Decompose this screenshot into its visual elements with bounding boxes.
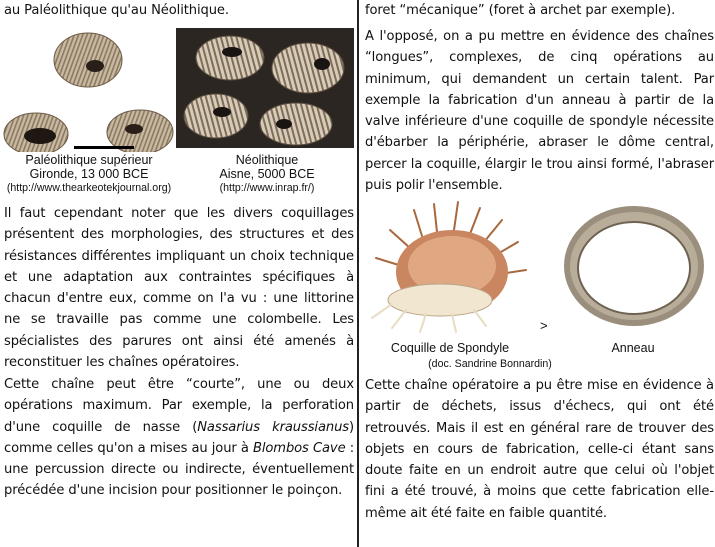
left-paragraph-1: Il faut cependant noter que les divers coquillages présentent des morphologies, des structures et des résistances différentes impliquant un choix technique et une adaptation aux contraintes spécifiques à chacun d'entre eux, comme on l'a vu : une littorine ne se travaille pas comme une colombelle. Les spécialistes des parures ont ainsi été amenés à reconstituer les chaînes opératoires. (4, 206, 354, 371)
neolithic-caption-place: Aisne, 5000 BCE (219, 167, 315, 181)
paleolithic-shells-photo (0, 26, 176, 152)
species-name: Nassarius kraussianus (197, 419, 349, 435)
right-top-line: foret “mécanique” (foret à archet par exemple). (365, 3, 676, 18)
right-paragraph-2: Cette chaîne opératoire a pu être mise en évidence à partir de déchets, issus d'échecs, qui ont été retrouvés. Mais il est en général rare de trouver des objets en cours de fabrication, celle-ci étant sans doute faite en un endroit autre que celui où l'objet fini a été trouvé, à moins que cette fabrication elle-même ait été faite en faible quantité. (365, 378, 714, 521)
spondylus-ring-photo (554, 198, 712, 334)
left-paragraph-2-part-3: : une percussion directe ou indirecte, éventuellement précédée d'une incision pour positionner le poinçon. (4, 440, 355, 499)
left-paragraph-2-part-2: ) comme celles qu'on a mises au jour à (4, 419, 355, 456)
neolithic-caption-source: (http://www.inrap.fr/) (219, 182, 315, 194)
paleolithic-caption-source: (http://www.thearkeotekjournal.org) (6, 182, 172, 194)
neolithic-caption (178, 153, 356, 195)
figure-credit: (doc. Sandrine Bonnardin) (428, 358, 552, 370)
column-divider (357, 0, 359, 547)
neolithic-shells-photo (176, 28, 354, 148)
left-paragraph-2 (4, 374, 354, 502)
site-name: Blombos Cave (252, 440, 346, 456)
intro-line: au Paléolithique qu'au Néolithique. (4, 3, 229, 18)
right-paragraph-1: A l'opposé, on a pu mettre en évidence des chaînes “longues”, complexes, de cinq opérations au minimum, qui demandent un certain talent. Par exemple la fabrication d'un anneau à partir de la valve inférieure d'une coquille de spondyle nécessite d'ébarber la périphérie, abraser le dôme central, percer la coquille, élargir le trou ainsi formé, l'abraser puis polir l'ensemble. (365, 29, 714, 194)
paleolithic-caption-place: Gironde, 13 000 BCE (29, 167, 149, 181)
neolithic-caption-period: Néolithique (235, 153, 299, 167)
paleolithic-caption (0, 153, 178, 195)
paleolithic-caption-period: Paléolithique supérieur (25, 153, 153, 167)
ring-caption: Anneau (611, 341, 655, 355)
spondylus-caption: Coquille de Spondyle (390, 341, 510, 355)
spondylus-shell-photo (362, 196, 538, 334)
figure-arrow: > (540, 318, 548, 333)
left-paragraph-2-part-1: Cette chaîne peut être “courte”, une ou deux opérations maximum. Par exemple, la perforation d'une coquille de nasse ( (4, 377, 354, 435)
